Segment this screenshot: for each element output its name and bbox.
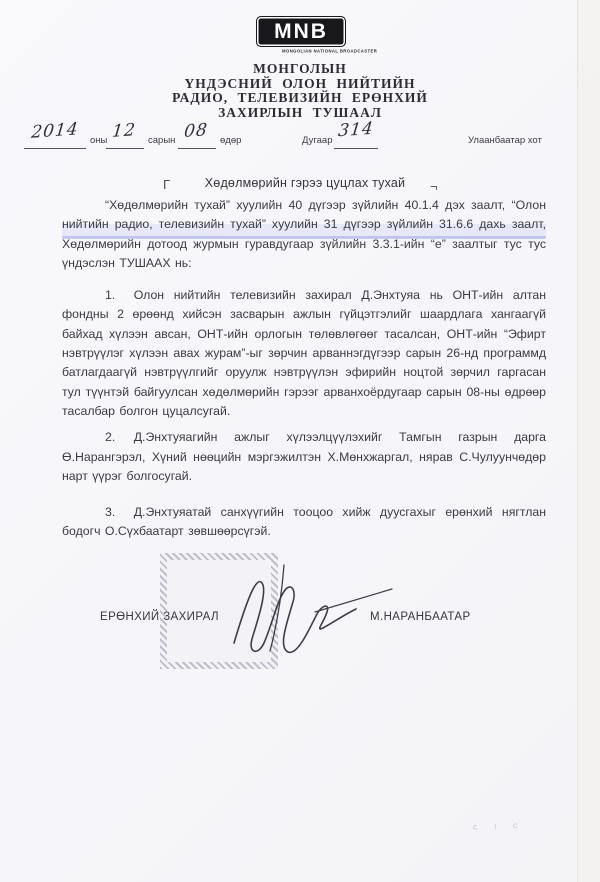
org-title-line-3: РАДИО, ТЕЛЕВИЗИЙН ЕРӨНХИЙ (172, 90, 428, 106)
mnb-logo (256, 16, 378, 60)
org-title-line-1: МОНГОЛЫН (253, 61, 347, 76)
mnb-logo-text: MNB (274, 19, 328, 44)
day-underline (178, 148, 216, 149)
mnb-logo-subtext: MONGOLIAN NATIONAL BROADCASTER (282, 49, 378, 54)
day-label: өдөр (220, 135, 242, 146)
scan-edge-strip (578, 0, 600, 882)
signer-name: М.НАРАНБААТАР (370, 611, 471, 623)
order-item-2: 2. Д.Энхтуяагийн ажлыг хүлээлцүүлэхийг Тамгын газрын дарга Ө.Нарангэрэл, Хүний нөөцийн мэргэжилтэн Х.Мөнхжаргал, нярав С.Чулуунчөдөр нарт үүрэг болгосугай. (62, 430, 551, 483)
org-title-line-4: ЗАХИРЛЫН ТУШААЛ (218, 104, 382, 120)
year-label: оны (90, 135, 108, 146)
month-label: сарын (148, 135, 176, 146)
order-body (62, 196, 551, 542)
order-item-1: 1. Олон нийтийн телевизийн захирал Д.Энхтуяа нь ОНТ-ийн алтан фондны 2 өрөөнд хийсэн засварын ажлын гүйцэтгэлийг шаардлага хангаагүй байхад хүлээн авсан, ОНТ-ийн орлогын төлөвлөгөөг тасалсан, ОНТ-ийн “Эфирт нэвтрүүлэг хүлээн авах журам”-ыг зөрчин арваннэгдүгээр сарын 26-нд программд батлагдаагүй нэвтрүүлгийг оруулж нэвтрүүлэн эфирийн ноцтой зөрчил гаргасан тул түүнтэй байгуулсан хөдөлмөрийн гэрээг арванхоёрдугаар сарын 08-ны өдрөөр тасалбар болгон цуцалсугай. (62, 288, 551, 418)
bleed-through-mark: ɔ ı ɔ (465, 820, 518, 832)
number-label: Дугаар (302, 135, 333, 146)
subject-title: Хөдөлмөрийн гэрээ цуцлах тухай (204, 176, 406, 190)
handwritten-day: 08 (183, 120, 209, 142)
signer-role: ЕРӨНХИЙ ЗАХИРАЛ (100, 611, 219, 623)
handwritten-number: 314 (337, 118, 375, 142)
subject-close-bracket: ¬ (430, 179, 438, 194)
handwritten-month: 12 (111, 120, 137, 142)
handwritten-year: 2014 (30, 119, 80, 143)
year-underline (24, 148, 86, 149)
city-label: Улаанбаатар хот (468, 135, 542, 146)
subject-open-bracket: Г (163, 177, 171, 192)
org-title-line-2: ҮНДЭСНИЙ ОЛОН НИЙТИЙН (184, 75, 416, 91)
org-title (0, 62, 600, 120)
preamble-paragraph: “Хөдөлмөрийн тухай” хуулийн 40 дүгээр зүйлийн 40.1.4 дэх заалт, “Олон нийтийн радио, телевизийн тухай” хуулийн 31 дүгээр зүйлийн 31.6.6 дахь заалт, Хөдөлмөрийн дотоод журмын гуравдугаар зүйлийн 3.3.1-ийн “е” заалтыг тус тус үндэслэн ТУШААХ нь: (62, 198, 551, 270)
signature-scribble (220, 563, 400, 655)
mnb-logo-box (256, 16, 346, 47)
number-underline (334, 148, 378, 149)
month-underline (106, 148, 144, 149)
order-item-3: 3. Д.Энхтуяатай санхүүгийн тооцоо хийж дуусгахыг ерөнхий нягтлан бодогч О.Сүхбаатарт зөвшөөрсүгэй. (62, 505, 551, 539)
